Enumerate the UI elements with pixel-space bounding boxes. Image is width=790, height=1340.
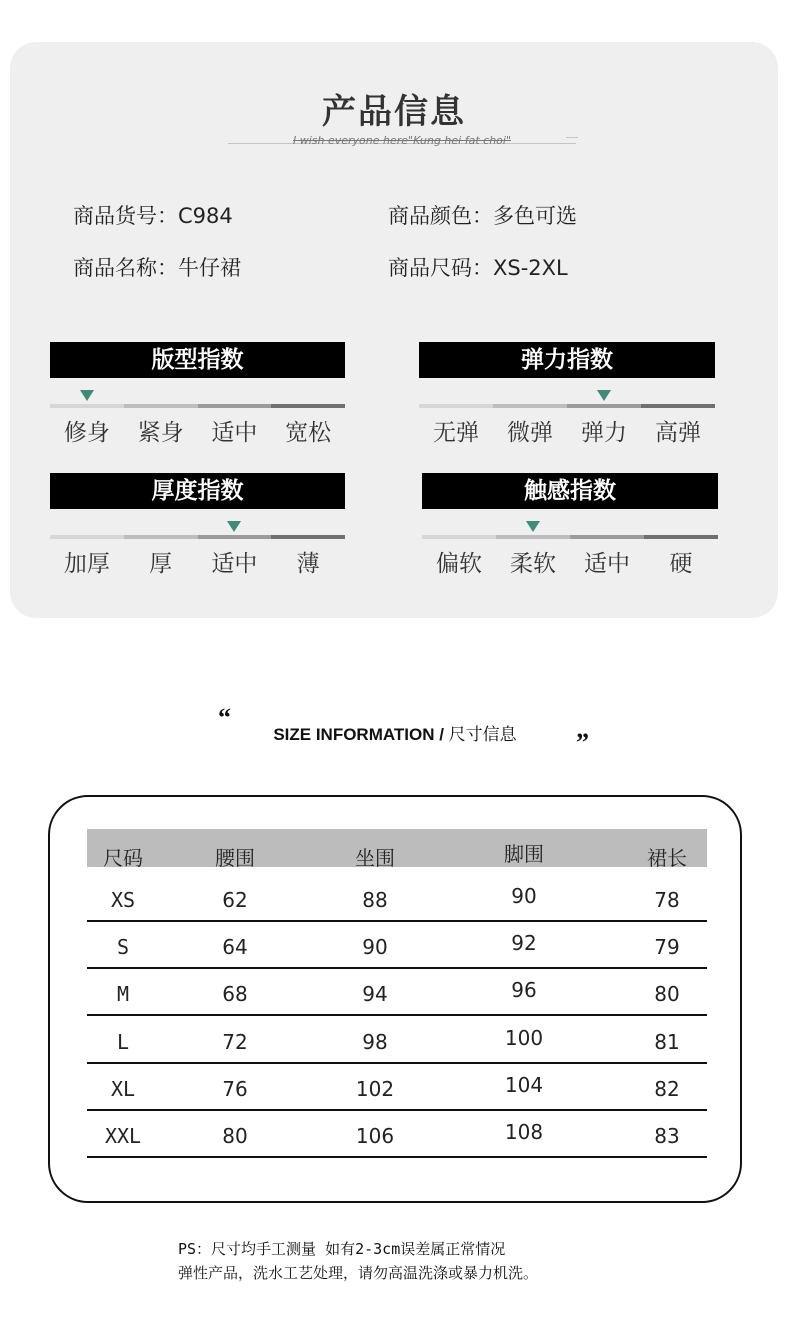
index-elasticity-options: [419, 414, 715, 447]
table-cell: 94: [362, 982, 388, 1007]
option-label: 偏软: [436, 551, 482, 577]
field-value: C984: [178, 204, 233, 228]
index-thickness-header: 厚度指数: [50, 473, 345, 509]
table-cell: 68: [222, 982, 248, 1007]
size-info-heading: [0, 720, 790, 745]
table-cell: 90: [362, 935, 388, 960]
field-color: [388, 200, 577, 230]
close-quote-icon: ”: [576, 728, 589, 757]
table-cell: 78: [654, 888, 680, 912]
table-cell: 82: [654, 1076, 680, 1101]
table-cell: XXL: [104, 1124, 142, 1148]
option-label: 宽松: [285, 420, 332, 446]
index-thickness-options: [50, 545, 345, 578]
field-label: 商品货号：: [73, 204, 178, 228]
field-label: 商品颜色：: [388, 204, 493, 228]
table-row-divider: [87, 920, 707, 922]
scale-segment: [419, 404, 493, 408]
table-cell: XL: [110, 1076, 136, 1101]
product-info-subtitle: I wish everyone here"Kung hei fat choi": [292, 134, 512, 147]
table-cell: 88: [362, 888, 388, 912]
index-thickness-scale: [50, 535, 345, 539]
table-row-divider: [87, 1014, 707, 1016]
option-label: 微弹: [507, 420, 553, 446]
index-elasticity-scale: [419, 404, 715, 408]
table-cell: S: [116, 935, 130, 960]
size-heading-cn: 尺寸信息: [448, 725, 517, 745]
col-header-length: 裙长: [647, 846, 687, 870]
table-row-divider: [87, 1109, 707, 1111]
option-label: 紧身: [137, 420, 184, 446]
table-cell: 90: [511, 884, 537, 908]
table-cell: 102: [355, 1076, 395, 1101]
product-info-card: [10, 42, 778, 618]
scale-segment: [198, 535, 272, 539]
table-cell: 106: [355, 1124, 395, 1148]
option-label: 无弹: [433, 420, 479, 446]
table-cell: 104: [504, 1072, 544, 1097]
scale-segment: [271, 404, 345, 408]
option-label: 硬: [669, 551, 693, 577]
size-heading-separator: /: [434, 725, 449, 744]
table-row-divider: [87, 1062, 707, 1064]
table-cell: 96: [511, 978, 537, 1003]
table-cell: 72: [222, 1029, 248, 1054]
index-fit-scale: [50, 404, 345, 408]
option-label: 柔软: [510, 551, 556, 577]
index-touch-marker-icon: [526, 521, 540, 532]
scale-segment: [641, 404, 715, 408]
scale-segment: [422, 535, 496, 539]
index-elasticity-header: 弹力指数: [419, 342, 715, 378]
table-cell: 108: [504, 1120, 544, 1144]
option-label: 薄: [296, 551, 320, 577]
open-quote-icon: “: [218, 703, 231, 732]
table-row-divider: [87, 1156, 707, 1158]
option-label: 修身: [63, 420, 110, 446]
option-label: 适中: [211, 420, 258, 446]
col-header-size: 尺码: [103, 846, 143, 870]
table-cell: 100: [504, 1025, 544, 1050]
table-cell: 76: [222, 1076, 248, 1101]
scale-segment: [124, 535, 198, 539]
index-touch-options: [422, 545, 718, 578]
option-label: 适中: [211, 551, 258, 577]
field-size: [388, 252, 568, 282]
table-cell: L: [116, 1029, 130, 1054]
index-thickness-marker-icon: [227, 521, 241, 532]
table-cell: XS: [110, 888, 136, 912]
table-cell: 79: [654, 935, 680, 960]
table-row-divider: [87, 967, 707, 969]
col-header-hip: 坐围: [355, 846, 395, 870]
field-value: 多色可选: [493, 204, 577, 228]
col-header-waist: 腰围: [215, 846, 255, 870]
scale-segment: [50, 404, 124, 408]
index-fit-options: [50, 414, 345, 447]
table-cell: 98: [362, 1029, 388, 1054]
table-cell: 62: [222, 888, 248, 912]
index-fit-header: 版型指数: [50, 342, 345, 378]
scale-segment: [271, 535, 345, 539]
scale-segment: [496, 535, 570, 539]
option-label: 厚: [149, 551, 173, 577]
field-label: 商品名称：: [73, 256, 178, 280]
option-label: 适中: [584, 551, 630, 577]
scale-segment: [570, 535, 644, 539]
table-cell: 81: [654, 1029, 680, 1054]
scale-segment: [644, 535, 718, 539]
scale-segment: [50, 535, 124, 539]
option-label: 弹力: [581, 420, 627, 446]
product-info-title: 产品信息: [322, 92, 466, 132]
field-item-number: [73, 200, 233, 230]
col-header-hem: 脚围: [504, 842, 544, 866]
index-touch-header: 触感指数: [422, 473, 718, 509]
table-cell: 80: [654, 982, 680, 1007]
table-cell: 92: [511, 931, 537, 956]
table-cell: 80: [222, 1124, 248, 1148]
scale-segment: [493, 404, 567, 408]
field-value: XS-2XL: [493, 256, 568, 280]
scale-segment: [124, 404, 198, 408]
table-cell: 64: [222, 935, 248, 960]
index-elasticity-marker-icon: [597, 390, 611, 401]
scale-segment: [198, 404, 272, 408]
note-measurement: PS：尺寸均手工测量 如有2-3cm误差属正常情况: [178, 1240, 506, 1258]
index-touch-scale: [422, 535, 718, 539]
scale-segment: [567, 404, 641, 408]
option-label: 高弹: [655, 420, 701, 446]
field-name: [73, 252, 241, 282]
field-value: 牛仔裙: [178, 256, 241, 280]
size-heading-en: SIZE INFORMATION: [273, 725, 435, 744]
table-cell: 83: [654, 1124, 680, 1148]
index-fit-marker-icon: [80, 390, 94, 401]
option-label: 加厚: [63, 551, 110, 577]
field-label: 商品尺码：: [388, 256, 493, 280]
note-washing: 弹性产品，洗水工艺处理，请勿高温洗涤或暴力机洗。: [178, 1264, 539, 1282]
table-cell: M: [116, 982, 130, 1007]
